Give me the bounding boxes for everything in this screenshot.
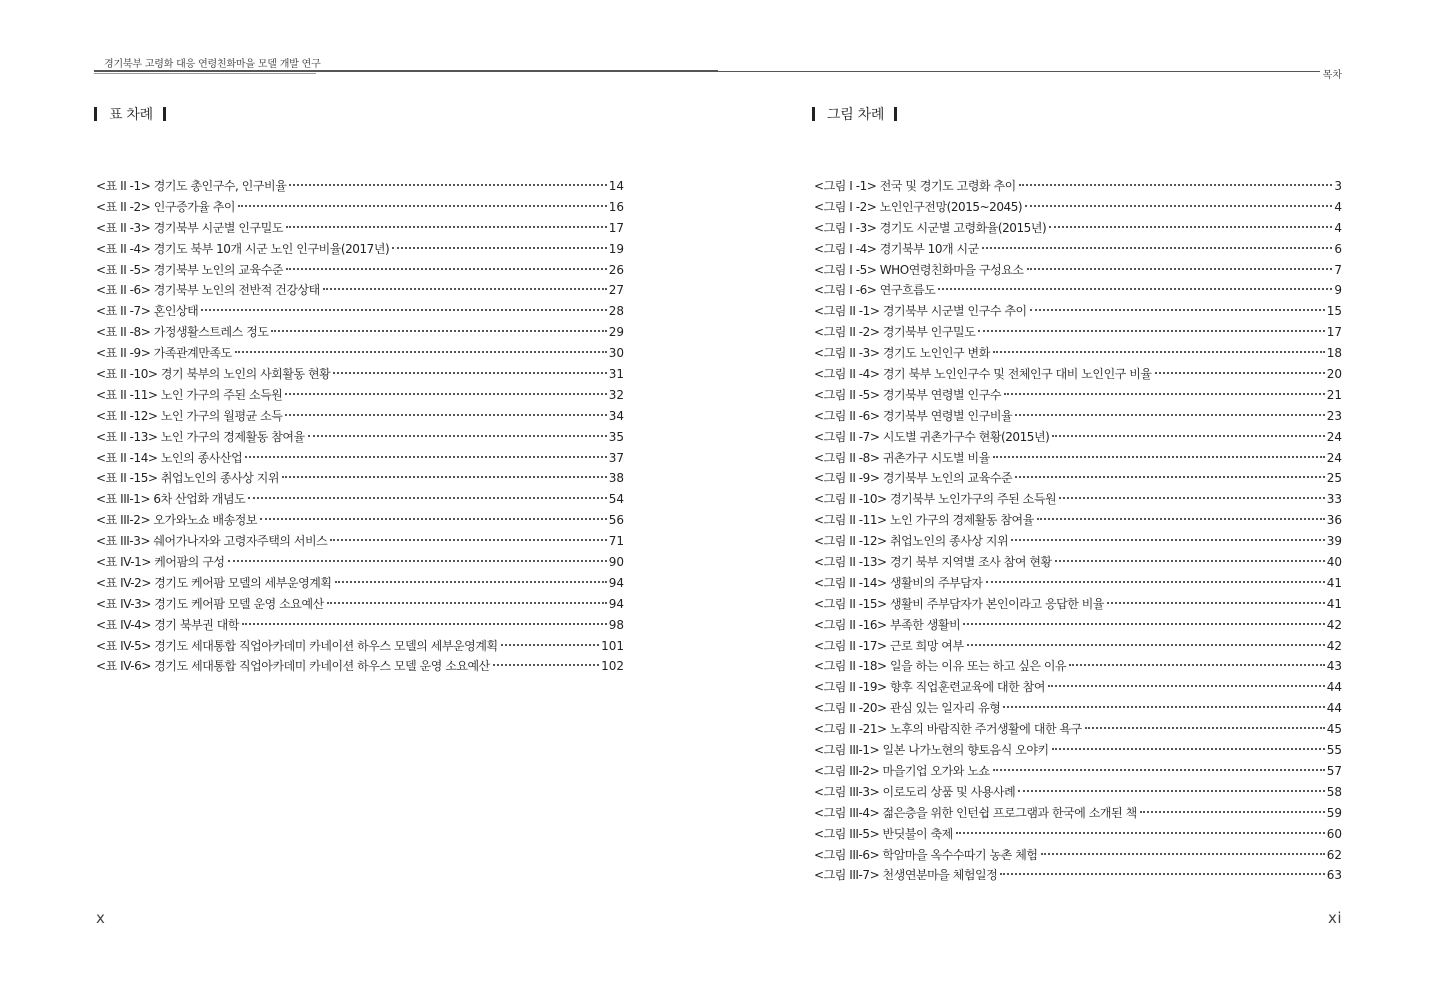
toc-entry[interactable]: [96, 198, 624, 219]
toc-entry-page: 40: [1326, 555, 1342, 570]
dot-leader: [1085, 727, 1325, 729]
dot-leader: [285, 414, 606, 416]
toc-entry-label: <표 IV-6> 경기도 세대통합 직업아카데미 카네이션 하우스 모델 운영 소요예산: [96, 659, 490, 674]
toc-entry[interactable]: [814, 219, 1342, 240]
toc-entry-label: <그림 II -1> 경기북부 시군별 인구수 추이: [814, 304, 1027, 319]
toc-entry-label: <그림 II -5> 경기북부 연령별 인구수: [814, 387, 1001, 402]
dot-leader: [978, 330, 1324, 332]
toc-entry[interactable]: [814, 574, 1342, 595]
running-title: 경기북부 고령화 대응 연령친화마을 모델 개발 연구: [104, 59, 321, 70]
toc-entry-label: <표 II -4> 경기도 북부 10개 시군 노인 인구비율(2017년): [96, 241, 390, 256]
toc-entry-label: <표 II -12> 노인 가구의 월평균 소득: [96, 408, 283, 423]
toc-entry-label: <그림 II -11> 노인 가구의 경제활동 참여율: [814, 513, 1034, 528]
toc-entry-label: <그림 I -1> 전국 및 경기도 고령화 추이: [814, 179, 1016, 193]
toc-entry-label: <표 II -14> 노인의 종사산업: [96, 450, 243, 465]
toc-entry-label: <그림 III-5> 반딧불이 축제: [814, 826, 953, 841]
toc-entry-label: <그림 II -3> 경기도 노인인구 변화: [814, 346, 990, 361]
toc-entry-page: 54: [608, 492, 624, 507]
toc-entry[interactable]: [814, 386, 1342, 407]
dot-leader: [1048, 685, 1325, 687]
toc-entry[interactable]: [96, 302, 624, 323]
toc-entry[interactable]: [96, 428, 624, 449]
toc-entry[interactable]: [814, 302, 1342, 323]
toc-entry[interactable]: [814, 678, 1342, 699]
toc-entry-label: <표 II -5> 경기북부 노인의 교육수준: [96, 262, 283, 277]
toc-entry[interactable]: [814, 511, 1342, 532]
toc-entry[interactable]: [96, 469, 624, 490]
toc-entry[interactable]: [814, 553, 1342, 574]
toc-entry-label: <표 III-2> 오가와노쇼 배송정보: [96, 513, 258, 528]
toc-entry[interactable]: [814, 720, 1342, 741]
toc-entry-page: 56: [608, 513, 624, 528]
toc-entry[interactable]: [814, 281, 1342, 302]
toc-entry[interactable]: [814, 323, 1342, 344]
toc-entry-label: <그림 III-6> 학암마을 옥수수따기 농촌 체험: [814, 847, 1038, 862]
toc-entry-label: <표 II -9> 가족관계만족도: [96, 346, 232, 361]
toc-entry-label: <그림 I -2> 노인인구전망(2015~2045): [814, 199, 1023, 214]
toc-entry-label: <그림 II -19> 향후 직업훈련교육에 대한 참여: [814, 680, 1045, 695]
toc-entry[interactable]: [814, 825, 1342, 846]
toc-entry-label: <표 II -7> 혼인상태: [96, 304, 199, 319]
toc-entry-label: <그림 II -21> 노후의 바람직한 주거생활에 대한 욕구: [814, 722, 1082, 737]
dot-leader: [238, 205, 607, 207]
dot-leader: [327, 602, 607, 604]
toc-entry-page: 71: [608, 534, 624, 549]
toc-entry[interactable]: [814, 177, 1342, 198]
toc-entry[interactable]: [96, 532, 624, 553]
page-number: xi: [1327, 909, 1342, 927]
toc-entry-page: 14: [608, 179, 624, 193]
toc-entry-page: 4: [1334, 220, 1342, 235]
toc-entry[interactable]: [814, 428, 1342, 449]
toc-entry-page: 7: [1334, 262, 1342, 277]
dot-leader: [1027, 268, 1333, 270]
toc-entry-label: <그림 I -6> 연구흐름도: [814, 283, 936, 298]
figure-list-heading: [812, 104, 897, 124]
toc-entry[interactable]: [814, 344, 1342, 365]
toc-entry-label: <그림 III-1> 일본 나가노현의 향토음식 오야키: [814, 743, 1049, 758]
toc-entry-page: 21: [1326, 387, 1342, 402]
toc-entry-page: 101: [601, 638, 624, 653]
dot-leader: [333, 372, 606, 374]
toc-entry[interactable]: [814, 532, 1342, 553]
toc-entry-label: <그림 III-4> 젊은층을 위한 인턴쉽 프로그램과 한국에 소개된 책: [814, 805, 1137, 820]
toc-entry-label: <그림 II -13> 경기 북부 지역별 조사 참여 현황: [814, 555, 1052, 570]
dot-leader: [493, 664, 599, 666]
toc-entry[interactable]: [96, 657, 624, 678]
toc-entry[interactable]: [96, 511, 624, 532]
dot-leader: [335, 581, 607, 583]
dot-leader: [1107, 602, 1325, 604]
dot-leader: [1000, 873, 1324, 875]
section-tag: 목차: [1322, 70, 1342, 81]
dot-leader: [956, 832, 1325, 834]
toc-entry-label: <표 III-1> 6차 산업화 개념도: [96, 492, 246, 507]
toc-entry-label: <그림 II -18> 일을 하는 이유 또는 하고 싶은 이유: [814, 659, 1067, 674]
toc-entry-page: 57: [1326, 763, 1342, 778]
dot-leader: [228, 560, 607, 562]
toc-entry-page: 45: [1326, 722, 1342, 737]
toc-entry-page: 102: [601, 659, 624, 674]
dot-leader: [1059, 497, 1325, 499]
dot-leader: [289, 184, 606, 186]
toc-entry-label: <그림 I -4> 경기북부 10개 시군: [814, 241, 979, 256]
figure-list: [814, 177, 1342, 887]
toc-entry[interactable]: [814, 699, 1342, 720]
toc-entry-page: 42: [1326, 617, 1342, 632]
toc-entry-page: 30: [608, 346, 624, 361]
toc-entry-page: 17: [1326, 325, 1342, 340]
dot-leader: [1018, 790, 1325, 792]
toc-entry-label: <표 IV-4> 경기 북부권 대학: [96, 617, 240, 632]
dot-leader: [963, 623, 1324, 625]
dot-leader: [1030, 309, 1325, 311]
dot-leader: [1052, 435, 1324, 437]
toc-entry-label: <표 II -6> 경기북부 노인의 전반적 건강상태: [96, 283, 320, 298]
toc-entry-page: 59: [1326, 805, 1342, 820]
toc-entry-label: <그림 II -9> 경기북부 노인의 교육수준: [814, 471, 1013, 486]
toc-entry[interactable]: [814, 804, 1342, 825]
toc-entry[interactable]: [96, 407, 624, 428]
toc-entry-page: 37: [608, 450, 624, 465]
toc-entry-label: <그림 II -2> 경기북부 인구밀도: [814, 325, 976, 340]
dot-leader: [260, 518, 607, 520]
toc-entry-label: <그림 II -4> 경기 북부 노인인구수 및 전체인구 대비 노인인구 비율: [814, 367, 1152, 382]
toc-entry[interactable]: [96, 574, 624, 595]
dot-leader: [1025, 205, 1332, 207]
toc-entry-page: 98: [608, 617, 624, 632]
toc-entry-page: 17: [608, 220, 624, 235]
header-rule: [94, 70, 718, 72]
dot-leader: [1069, 664, 1325, 666]
toc-entry[interactable]: [96, 386, 624, 407]
toc-entry-page: 26: [608, 262, 624, 277]
toc-entry-page: 63: [1326, 868, 1342, 883]
toc-entry-label: <그림 III-3> 이로도리 상품 및 사용사례: [814, 784, 1016, 799]
dot-leader: [248, 497, 606, 499]
toc-entry[interactable]: [814, 240, 1342, 261]
toc-entry-label: <그림 II -12> 취업노인의 종사상 지위: [814, 534, 1009, 549]
toc-entry-label: <그림 II -17> 근로 희망 여부: [814, 638, 964, 653]
dot-leader: [993, 769, 1325, 771]
toc-entry[interactable]: [96, 365, 624, 386]
dot-leader: [993, 351, 1325, 353]
dot-leader: [282, 476, 607, 478]
dot-leader: [1019, 184, 1333, 186]
toc-entry[interactable]: [96, 177, 624, 198]
toc-entry[interactable]: [814, 846, 1342, 867]
toc-entry-label: <표 II -11> 노인 가구의 주된 소득원: [96, 387, 283, 402]
toc-entry-page: 44: [1326, 701, 1342, 716]
dot-leader: [286, 268, 607, 270]
toc-entry-label: <그림 II -8> 귀촌가구 시도별 비율: [814, 450, 990, 465]
heading-text: 그림 차례: [827, 107, 885, 123]
toc-entry-label: <표 III-3> 쉐어가나자와 고령자주택의 서비스: [96, 534, 328, 549]
toc-entry-page: 94: [608, 596, 624, 611]
dot-leader: [1049, 226, 1332, 228]
toc-entry-label: <그림 II -15> 생활비 주부담자가 본인이라고 응답한 비율: [814, 596, 1105, 611]
table-list: [96, 177, 624, 678]
toc-entry-page: 42: [1326, 638, 1342, 653]
toc-entry-page: 24: [1326, 429, 1342, 444]
toc-entry[interactable]: [96, 616, 624, 637]
dot-leader: [967, 644, 1325, 646]
toc-entry[interactable]: [814, 261, 1342, 282]
toc-entry-page: 6: [1334, 241, 1342, 256]
dot-leader: [286, 226, 607, 228]
toc-entry-page: 44: [1326, 680, 1342, 695]
toc-entry[interactable]: [96, 219, 624, 240]
toc-entry[interactable]: [96, 490, 624, 511]
toc-entry-page: 20: [1326, 367, 1342, 382]
right-page: [718, 0, 1436, 983]
dot-leader: [242, 623, 607, 625]
toc-entry-page: 24: [1326, 450, 1342, 465]
toc-entry-page: 29: [608, 325, 624, 340]
dot-leader: [986, 581, 1325, 583]
toc-entry-label: <표 IV-5> 경기도 세대통합 직업아카데미 카네이션 하우스 모델의 세부운영계획: [96, 638, 498, 653]
dot-leader: [1140, 811, 1325, 813]
toc-entry-page: 32: [608, 387, 624, 402]
heading-text: 표 차례: [109, 107, 153, 123]
toc-entry-label: <그림 II -20> 관심 있는 일자리 유형: [814, 701, 1001, 716]
toc-entry[interactable]: [814, 616, 1342, 637]
toc-entry-page: 43: [1326, 659, 1342, 674]
toc-entry-page: 15: [1326, 304, 1342, 319]
toc-entry[interactable]: [814, 490, 1342, 511]
toc-entry-label: <표 II -15> 취업노인의 종사상 지위: [96, 471, 280, 486]
dot-leader: [938, 288, 1332, 290]
toc-entry-page: 18: [1326, 346, 1342, 361]
dot-leader: [501, 644, 599, 646]
toc-entry-page: 4: [1334, 199, 1342, 214]
toc-entry-label: <표 II -13> 노인 가구의 경제활동 참여율: [96, 429, 305, 444]
dot-leader: [201, 309, 606, 311]
toc-entry-page: 60: [1326, 826, 1342, 841]
toc-entry-page: 36: [1326, 513, 1342, 528]
toc-entry-page: 55: [1326, 743, 1342, 758]
toc-entry-page: 23: [1326, 408, 1342, 423]
dot-leader: [245, 456, 606, 458]
toc-entry-label: <그림 III-7> 천생연분마을 체험일정: [814, 868, 998, 883]
toc-entry[interactable]: [96, 595, 624, 616]
table-list-heading: [94, 104, 166, 124]
toc-entry-label: <표 IV-3> 경기도 케어팜 모델 운영 소요예산: [96, 596, 324, 611]
toc-entry[interactable]: [96, 344, 624, 365]
toc-entry-label: <표 II -8> 가정생활스트레스 정도: [96, 325, 269, 340]
toc-entry[interactable]: [96, 637, 624, 658]
toc-entry-page: 31: [608, 367, 624, 382]
dot-leader: [235, 351, 607, 353]
header-rule: [718, 71, 1320, 72]
toc-entry-label: <표 II -3> 경기북부 시군별 인구밀도: [96, 220, 283, 235]
toc-entry[interactable]: [814, 469, 1342, 490]
dot-leader: [993, 456, 1325, 458]
toc-entry-label: <그림 II -14> 생활비의 주부담자: [814, 575, 983, 590]
toc-entry[interactable]: [814, 741, 1342, 762]
toc-entry-label: <표 II -2> 인구증가율 추이: [96, 199, 236, 214]
dot-leader: [1052, 748, 1325, 750]
toc-entry[interactable]: [814, 198, 1342, 219]
dot-leader: [285, 393, 606, 395]
toc-entry-label: <그림 II -10> 경기북부 노인가구의 주된 소득원: [814, 492, 1057, 507]
toc-entry-page: 34: [608, 408, 624, 423]
toc-entry[interactable]: [814, 595, 1342, 616]
toc-entry[interactable]: [96, 553, 624, 574]
dot-leader: [1011, 539, 1325, 541]
toc-entry[interactable]: [96, 281, 624, 302]
toc-entry[interactable]: [96, 323, 624, 344]
dot-leader: [982, 247, 1333, 249]
dot-leader: [323, 288, 607, 290]
toc-entry-page: 3: [1334, 179, 1342, 193]
toc-entry-label: <표 II -1> 경기도 총인구수, 인구비율: [96, 179, 287, 193]
toc-entry-page: 41: [1326, 596, 1342, 611]
dot-leader: [1004, 393, 1325, 395]
toc-entry-page: 35: [608, 429, 624, 444]
toc-entry-page: 28: [608, 304, 624, 319]
toc-entry-page: 27: [608, 283, 624, 298]
dot-leader: [308, 435, 607, 437]
toc-entry[interactable]: [814, 449, 1342, 470]
toc-entry-label: <그림 II -7> 시도별 귀촌가구수 현황(2015년): [814, 429, 1050, 444]
dot-leader: [271, 330, 606, 332]
toc-entry[interactable]: [814, 866, 1342, 887]
toc-entry[interactable]: [814, 365, 1342, 386]
dot-leader: [1037, 518, 1325, 520]
toc-entry-label: <그림 II -6> 경기북부 연령별 인구비율: [814, 408, 1013, 423]
toc-entry[interactable]: [814, 657, 1342, 678]
toc-entry-label: <표 II -10> 경기 북부의 노인의 사회활동 현황: [96, 367, 331, 382]
heading-bar-right: [163, 107, 166, 121]
toc-entry-page: 41: [1326, 575, 1342, 590]
toc-entry-label: <그림 II -16> 부족한 생활비: [814, 617, 961, 632]
toc-entry[interactable]: [96, 261, 624, 282]
toc-entry-page: 19: [608, 241, 624, 256]
heading-bar-right: [894, 107, 897, 121]
dot-leader: [1155, 372, 1325, 374]
toc-entry-page: 38: [608, 471, 624, 486]
toc-entry-page: 25: [1326, 471, 1342, 486]
toc-entry-label: <그림 I -5> WHO연령친화마을 구성요소: [814, 262, 1024, 277]
dot-leader: [1015, 476, 1325, 478]
toc-entry-label: <표 IV-1> 케어팜의 구성: [96, 555, 225, 570]
toc-entry[interactable]: [96, 449, 624, 470]
toc-entry-label: <그림 III-2> 마을기업 오가와 노쇼: [814, 763, 990, 778]
dot-leader: [1055, 560, 1325, 562]
dot-leader: [330, 539, 606, 541]
toc-entry-page: 62: [1326, 847, 1342, 862]
toc-entry[interactable]: [814, 783, 1342, 804]
toc-entry-page: 90: [608, 555, 624, 570]
dot-leader: [1041, 853, 1325, 855]
dot-leader: [1003, 706, 1324, 708]
toc-entry-label: <표 IV-2> 경기도 케어팜 모델의 세부운영계획: [96, 575, 332, 590]
toc-entry-page: 9: [1334, 283, 1342, 298]
toc-entry[interactable]: [814, 762, 1342, 783]
toc-entry-page: 94: [608, 575, 624, 590]
toc-entry[interactable]: [814, 637, 1342, 658]
toc-entry[interactable]: [814, 407, 1342, 428]
page-number: x: [96, 909, 106, 927]
toc-entry-page: 39: [1326, 534, 1342, 549]
dot-leader: [392, 247, 607, 249]
toc-entry-page: 33: [1326, 492, 1342, 507]
toc-entry-page: 58: [1326, 784, 1342, 799]
toc-entry-page: 16: [608, 199, 624, 214]
dot-leader: [1015, 414, 1325, 416]
toc-entry-label: <그림 I -3> 경기도 시군별 고령화율(2015년): [814, 220, 1047, 235]
toc-entry[interactable]: [96, 240, 624, 261]
